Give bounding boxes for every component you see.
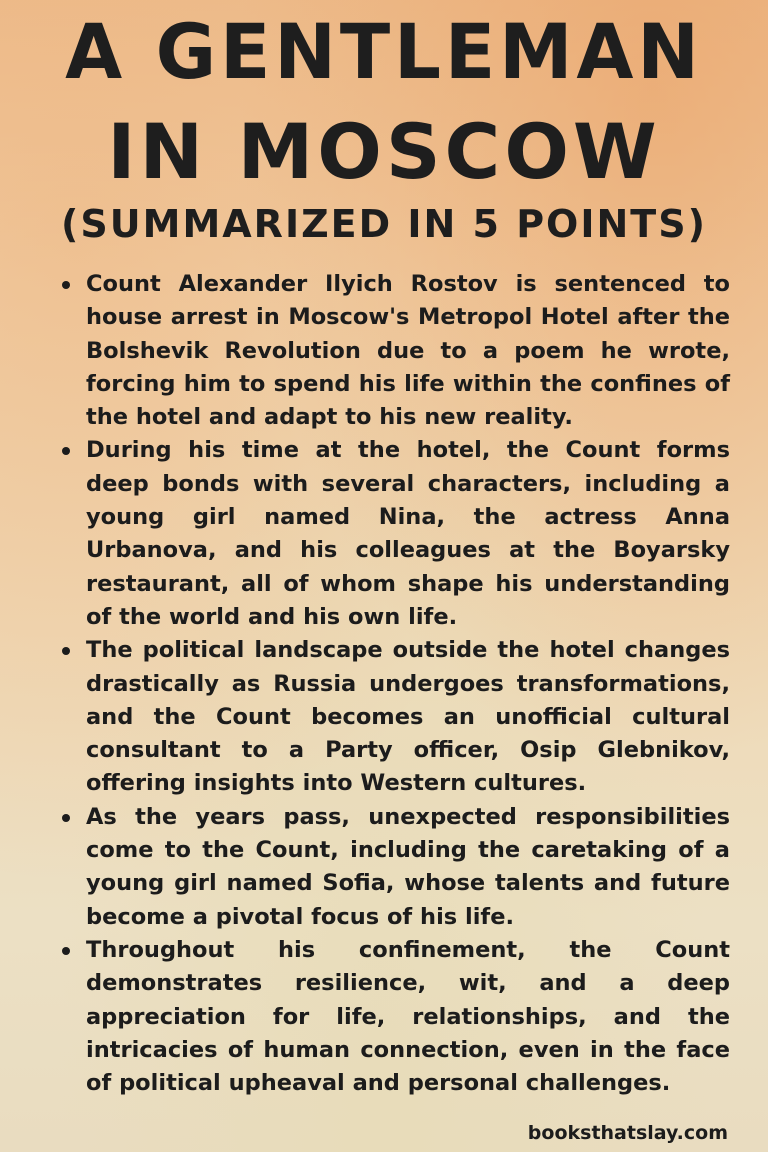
bullet-icon <box>62 647 70 655</box>
bullet-icon <box>62 814 70 822</box>
summary-point-5 <box>60 934 730 1100</box>
summary-point-2 <box>60 434 730 634</box>
summary-points-list <box>60 268 730 1100</box>
title-line-2: IN MOSCOW <box>107 107 661 196</box>
summary-point-text: As the years pass, unexpected responsibilities come to the Count, including the caretaking of a young girl named Sofia, whose talents and future become a pivotal focus of his life. <box>86 803 730 930</box>
bullet-icon <box>62 281 70 289</box>
subtitle: (SUMMARIZED IN 5 POINTS) <box>61 202 707 246</box>
summary-point-3 <box>60 634 730 800</box>
summary-point-4 <box>60 801 730 934</box>
summary-point-text: The political landscape outside the hotel changes drastically as Russia undergoes transformations, and the Count becomes an unofficial cultural consultant to a Party officer, Osip Glebnikov, offering insights into Western cultures. <box>86 637 730 797</box>
bullet-icon <box>62 447 70 455</box>
summary-point-text: During his time at the hotel, the Count forms deep bonds with several characters, including a young girl named Nina, the actress Anna Urbanova, and his colleagues at the Boyarsky restaurant, all of whom shape his understanding of the world and his own life. <box>86 437 730 630</box>
summary-point-text: Throughout his confinement, the Count demonstrates resilience, wit, and a deep appreciation for life, relationships, and the intricacies of human connection, even in the face of political upheaval and personal challenges. <box>86 936 730 1097</box>
bullet-icon <box>62 947 70 955</box>
summary-point-text: Count Alexander Ilyich Rostov is sentenced to house arrest in Moscow's Metropol Hotel after the Bolshevik Revolution due to a poem he wrote, forcing him to spend his life within the confines of the hotel and adapt to his new reality. <box>86 271 730 431</box>
site-url: booksthatslay.com <box>527 1122 728 1144</box>
summary-point-1 <box>60 268 730 434</box>
title-line-1: A GENTLEMAN <box>65 7 703 96</box>
